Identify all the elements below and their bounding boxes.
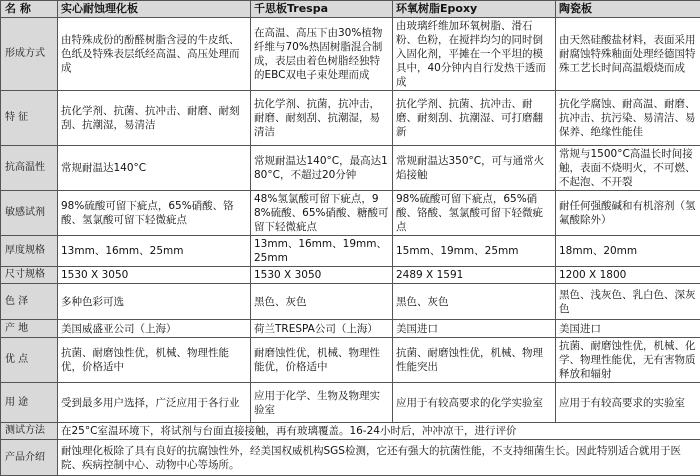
cell: 抗化学腐蚀、耐高温、耐磨、抗冲击、抗污染、易清洁、易保养、绝缘性能佳 (556, 91, 700, 146)
intro-text: 耐蚀理化板除了具有良好的抗腐蚀性外，经美国权威机构SGS检测，它还有强大的抗菌性能，不支持细菌生长。因此特别适合就用于医院、疾病控制中心、动物中心等场所。 (58, 440, 700, 476)
row-label: 敏感试剂 (1, 191, 58, 236)
row-label: 形成方式 (1, 18, 58, 91)
cell: 耐任何强酸碱和有机溶剂（氢氟酸除外） (556, 191, 700, 236)
header-col1: 实心耐蚀理化板 (58, 1, 251, 18)
cell: 耐磨蚀性优，机械、物理性能优，价格适中 (251, 338, 393, 383)
cell: 在高温、高压下由30%植物纤维与70%热固树脂混合制成，表层由着色树脂经独特的EBC双电子束处理而成 (251, 18, 393, 91)
cell: 常规耐温达350°C，可与通常火焰接触 (393, 146, 556, 191)
table-row (1, 383, 700, 423)
cell: 常规耐温达140°C (58, 146, 251, 191)
cell: 黑色、灰色 (393, 284, 556, 320)
cell: 常规与1500°C高温长时间接触，表面不烧明火，不可燃、不起泡、不开裂 (556, 146, 700, 191)
header-col3: 环氧树脂Epoxy (393, 1, 556, 18)
cell: 美国威盛亚公司（上海） (58, 320, 251, 338)
cell: 多种色彩可选 (58, 284, 251, 320)
cell: 1530 X 3050 (58, 267, 251, 284)
cell: 美国进口 (556, 320, 700, 338)
cell: 98%硫酸可留下疵点，65%硝酸、铬酸、氢氯酸可留下轻微疵点 (58, 191, 251, 236)
cell: 抗菌、耐磨蚀性优，机械、物理性能突出 (393, 338, 556, 383)
cell: 抗化学剂、抗菌、抗冲击、耐磨、耐刻刮、抗潮湿，易清洁 (58, 91, 251, 146)
header-row (1, 1, 700, 18)
cell: 常规耐温达140°C，最高达180°C，不超过20分钟 (251, 146, 393, 191)
cell: 18mm、20mm (556, 236, 700, 267)
test-text: 在25°C室温环境下，将试剂与台面直接接触，再有玻璃覆盖。16-24小时后，冲冲凉干，进行评价 (58, 423, 700, 440)
table-row (1, 191, 700, 236)
cell: 1200 X 1800 (556, 267, 700, 284)
row-label: 厚度规格 (1, 236, 58, 267)
header-col2: 千思板Trespa (251, 1, 393, 18)
cell: 抗化学剂、抗菌、抗冲击、耐磨、耐刻刮、抗潮湿、可打磨翻新 (393, 91, 556, 146)
intro-row (1, 440, 700, 476)
table-row (1, 284, 700, 320)
table-row (1, 146, 700, 191)
cell: 98%硫酸可留下疵点，65%硝酸、铬酸、氢氯酸可留下轻微疵点 (393, 191, 556, 236)
cell: 应用于有较高要求的实验室 (556, 383, 700, 423)
cell: 1530 X 3050 (251, 267, 393, 284)
table-row (1, 267, 700, 284)
row-label: 尺寸规格 (1, 267, 58, 284)
cell: 黑色、灰色 (251, 284, 393, 320)
cell: 应用于有较高要求的化学实验室 (393, 383, 556, 423)
cell: 48%氢氯酸可留下疵点，98%硫酸、65%硝酸、糖酸可留下轻微疵点 (251, 191, 393, 236)
header-name: 名 称 (1, 1, 58, 18)
cell: 13mm、16mm、25mm (58, 236, 251, 267)
cell: 黑色、浅灰色、乳白色、深灰色 (556, 284, 700, 320)
test-label: 测试方法 (1, 423, 58, 440)
cell: 抗化学剂、抗菌，抗冲击，耐磨、耐刻刮、抗潮湿，易清洁 (251, 91, 393, 146)
cell: 由特殊成份的酚醛树脂含浸的牛皮纸、色纸及特殊表层纸经高温、高压处理而成 (58, 18, 251, 91)
cell: 抗菌、耐磨蚀性优，机械、化学、物理性能优，无有害物质释放和辐射 (556, 338, 700, 383)
cell: 抗菌、耐磨蚀性优，机械、物理性能优，价格适中 (58, 338, 251, 383)
table-row (1, 18, 700, 91)
cell: 应用于化学、生物及物理实验室 (251, 383, 393, 423)
table-row (1, 320, 700, 338)
row-label: 产 地 (1, 320, 58, 338)
table-row (1, 338, 700, 383)
header-col4: 陶瓷板 (556, 1, 700, 18)
row-label: 用 途 (1, 383, 58, 423)
cell: 美国进口 (393, 320, 556, 338)
row-label: 特 征 (1, 91, 58, 146)
intro-label: 产品介绍 (1, 440, 58, 476)
cell: 受到最多用户选择，广泛应用于各行业 (58, 383, 251, 423)
cell: 荷兰TRESPA公司（上海） (251, 320, 393, 338)
table-row (1, 236, 700, 267)
cell: 由天然硅酸盐材料，表面采用耐腐蚀特殊釉面处理经德国特殊工艺长时间高温煅烧而成 (556, 18, 700, 91)
row-label: 抗高温性 (1, 146, 58, 191)
cell: 由玻璃纤维加环氧树脂、滑石粉、色粉，在搅拌均匀的同时倒入固化剂，平摊在一个平坦的模具中，40分钟内自行发热干透而成 (393, 18, 556, 91)
cell: 2489 X 1591 (393, 267, 556, 284)
test-row (1, 423, 700, 440)
cell: 13mm、16mm、19mm、25mm (251, 236, 393, 267)
cell: 15mm、19mm、25mm (393, 236, 556, 267)
table-row (1, 91, 700, 146)
row-label: 优 点 (1, 338, 58, 383)
row-label: 色 泽 (1, 284, 58, 320)
